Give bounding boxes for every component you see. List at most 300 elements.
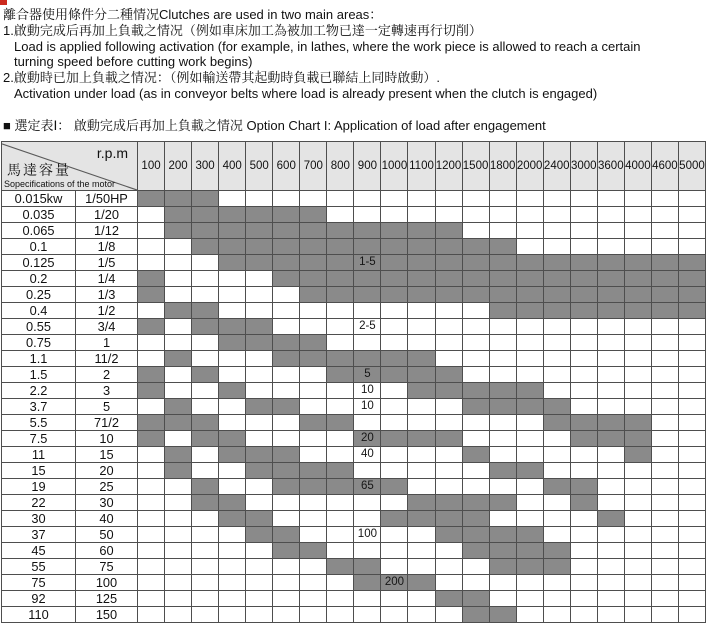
band-cell <box>219 430 246 446</box>
empty-cell <box>462 334 489 350</box>
empty-cell <box>327 430 354 446</box>
band-cell <box>408 254 435 270</box>
band-cell <box>570 430 597 446</box>
band-cell <box>489 238 516 254</box>
empty-cell <box>651 510 678 526</box>
band-cell <box>300 254 327 270</box>
band-cell <box>354 574 381 590</box>
empty-cell <box>651 318 678 334</box>
empty-cell <box>597 494 624 510</box>
empty-cell <box>246 558 273 574</box>
empty-cell <box>570 238 597 254</box>
empty-cell <box>273 606 300 622</box>
table-row <box>2 382 706 398</box>
empty-cell <box>462 206 489 222</box>
band-cell <box>489 558 516 574</box>
empty-cell <box>273 590 300 606</box>
empty-cell <box>678 590 705 606</box>
band-cell <box>273 238 300 254</box>
motor-kw-value: 15 <box>2 462 76 478</box>
band-cell <box>381 270 408 286</box>
empty-cell <box>462 318 489 334</box>
empty-cell <box>192 446 219 462</box>
empty-cell <box>435 558 462 574</box>
table-body <box>2 190 706 622</box>
empty-cell <box>381 414 408 430</box>
empty-cell <box>273 286 300 302</box>
empty-cell <box>678 558 705 574</box>
band-cell <box>300 286 327 302</box>
empty-cell <box>462 366 489 382</box>
empty-cell <box>192 254 219 270</box>
empty-cell <box>327 382 354 398</box>
band-cell <box>462 286 489 302</box>
empty-cell <box>651 350 678 366</box>
band-cell <box>219 222 246 238</box>
band-cell <box>273 206 300 222</box>
band-cell <box>435 366 462 382</box>
empty-cell <box>570 590 597 606</box>
empty-cell <box>624 494 651 510</box>
empty-cell <box>597 590 624 606</box>
empty-cell <box>408 590 435 606</box>
empty-cell <box>381 446 408 462</box>
empty-cell <box>435 302 462 318</box>
empty-cell <box>516 238 543 254</box>
band-cell <box>516 542 543 558</box>
band-cell <box>435 382 462 398</box>
empty-cell <box>273 366 300 382</box>
band-cell <box>165 350 192 366</box>
band-cell <box>489 606 516 622</box>
empty-cell <box>462 462 489 478</box>
empty-cell <box>678 318 705 334</box>
empty-cell <box>327 446 354 462</box>
empty-cell <box>435 318 462 334</box>
empty-cell <box>624 510 651 526</box>
empty-cell <box>516 590 543 606</box>
empty-cell <box>408 190 435 206</box>
empty-cell <box>570 446 597 462</box>
empty-cell <box>327 206 354 222</box>
empty-cell <box>462 414 489 430</box>
empty-cell <box>543 606 570 622</box>
band-cell <box>192 302 219 318</box>
empty-cell <box>138 526 165 542</box>
empty-cell <box>408 318 435 334</box>
band-cell <box>246 398 273 414</box>
empty-cell <box>489 590 516 606</box>
band-cell <box>246 446 273 462</box>
empty-cell <box>138 478 165 494</box>
band-cell <box>489 270 516 286</box>
band-cell <box>597 270 624 286</box>
motor-hp-value: 30 <box>76 494 138 510</box>
band-cell <box>246 318 273 334</box>
band-cell <box>462 510 489 526</box>
empty-cell <box>462 222 489 238</box>
motor-kw-value: 22 <box>2 494 76 510</box>
option-chart-table <box>1 141 706 623</box>
empty-cell <box>516 446 543 462</box>
motor-kw-value: 0.125 <box>2 254 76 270</box>
empty-cell <box>165 366 192 382</box>
empty-cell <box>435 190 462 206</box>
band-cell <box>462 526 489 542</box>
table-row <box>2 398 706 414</box>
empty-cell <box>651 446 678 462</box>
band-cell <box>273 478 300 494</box>
band-cell <box>435 590 462 606</box>
table-row <box>2 270 706 286</box>
band-cell <box>381 350 408 366</box>
empty-cell <box>219 302 246 318</box>
empty-cell <box>624 350 651 366</box>
band-cell <box>327 254 354 270</box>
band-cell <box>327 366 354 382</box>
empty-cell <box>570 222 597 238</box>
band-cell <box>273 398 300 414</box>
band-cell <box>354 350 381 366</box>
motor-kw-value: 0.065 <box>2 222 76 238</box>
empty-cell <box>138 494 165 510</box>
empty-cell <box>678 190 705 206</box>
empty-cell <box>246 542 273 558</box>
empty-cell <box>219 462 246 478</box>
empty-cell <box>516 478 543 494</box>
band-cell <box>597 302 624 318</box>
empty-cell <box>489 366 516 382</box>
empty-cell <box>597 366 624 382</box>
empty-cell <box>273 382 300 398</box>
motor-capacity-label: 馬達容量 <box>7 161 71 178</box>
empty-cell <box>327 334 354 350</box>
empty-cell <box>300 510 327 526</box>
table-row <box>2 590 706 606</box>
empty-cell <box>138 542 165 558</box>
band-cell <box>219 382 246 398</box>
band-cell <box>651 270 678 286</box>
empty-cell <box>273 318 300 334</box>
empty-cell <box>300 606 327 622</box>
band-cell <box>462 254 489 270</box>
empty-cell <box>246 190 273 206</box>
empty-cell <box>624 590 651 606</box>
motor-kw-value: 0.4 <box>2 302 76 318</box>
band-cell <box>219 446 246 462</box>
motor-hp-value: 1/20 <box>76 206 138 222</box>
rpm-column-header: 1200 <box>435 141 462 190</box>
table-row <box>2 494 706 510</box>
empty-cell <box>435 462 462 478</box>
band-cell <box>192 206 219 222</box>
band-cell <box>570 494 597 510</box>
empty-cell <box>462 350 489 366</box>
empty-cell <box>408 526 435 542</box>
band-cell <box>516 462 543 478</box>
motor-hp-value: 1 <box>76 334 138 350</box>
empty-cell <box>516 574 543 590</box>
band-cell <box>462 382 489 398</box>
empty-cell <box>327 494 354 510</box>
rpm-column-header: 300 <box>192 141 219 190</box>
empty-cell <box>624 382 651 398</box>
table-row <box>2 462 706 478</box>
empty-cell <box>651 206 678 222</box>
empty-cell <box>192 462 219 478</box>
band-cell <box>192 494 219 510</box>
empty-cell <box>165 558 192 574</box>
empty-cell <box>516 414 543 430</box>
empty-cell <box>165 606 192 622</box>
empty-cell <box>408 334 435 350</box>
empty-cell <box>381 334 408 350</box>
band-cell <box>327 462 354 478</box>
motor-hp-value: 25 <box>76 478 138 494</box>
empty-cell <box>597 558 624 574</box>
empty-cell <box>165 494 192 510</box>
band-cell <box>273 462 300 478</box>
empty-cell <box>273 558 300 574</box>
band-cell <box>165 190 192 206</box>
table-row <box>2 414 706 430</box>
empty-cell <box>408 542 435 558</box>
empty-cell <box>543 238 570 254</box>
empty-cell <box>543 510 570 526</box>
empty-cell <box>300 382 327 398</box>
band-cell <box>327 286 354 302</box>
empty-cell <box>300 574 327 590</box>
empty-cell <box>516 606 543 622</box>
empty-cell <box>624 398 651 414</box>
band-cell <box>408 494 435 510</box>
empty-cell <box>597 190 624 206</box>
band-cell <box>543 254 570 270</box>
empty-cell <box>462 430 489 446</box>
motor-kw-value: 37 <box>2 526 76 542</box>
empty-cell <box>651 478 678 494</box>
empty-cell <box>300 302 327 318</box>
motor-kw-value: 75 <box>2 574 76 590</box>
motor-hp-value: 100 <box>76 574 138 590</box>
band-cell <box>165 222 192 238</box>
empty-cell <box>597 574 624 590</box>
band-cell <box>462 542 489 558</box>
band-cell <box>300 478 327 494</box>
motor-hp-value: 1/12 <box>76 222 138 238</box>
band-cell <box>597 430 624 446</box>
band-cell <box>381 286 408 302</box>
empty-cell <box>597 606 624 622</box>
table-row <box>2 478 706 494</box>
rpm-column-header: 500 <box>246 141 273 190</box>
empty-cell <box>624 206 651 222</box>
band-cell <box>273 526 300 542</box>
band-cell <box>516 286 543 302</box>
rpm-column-header: 900 <box>354 141 381 190</box>
band-cell <box>327 270 354 286</box>
empty-cell <box>678 414 705 430</box>
motor-hp-value: 1/8 <box>76 238 138 254</box>
band-cell <box>597 286 624 302</box>
motor-hp-value: 11/2 <box>76 350 138 366</box>
band-cell <box>246 206 273 222</box>
band-cell <box>246 462 273 478</box>
empty-cell <box>300 190 327 206</box>
empty-cell <box>408 478 435 494</box>
motor-hp-value: 71/2 <box>76 414 138 430</box>
band-cell <box>192 238 219 254</box>
empty-cell <box>165 430 192 446</box>
empty-cell <box>543 446 570 462</box>
table-row <box>2 238 706 254</box>
chart-title: ■ 選定表Ⅰ： 啟動完成后再加上負載之情况 Option Chart I: Application of load after engagement <box>3 117 546 133</box>
empty-cell <box>219 558 246 574</box>
motor-kw-value: 19 <box>2 478 76 494</box>
empty-cell <box>651 366 678 382</box>
motor-kw-value: 55 <box>2 558 76 574</box>
motor-kw-value: 5.5 <box>2 414 76 430</box>
motor-hp-value: 10 <box>76 430 138 446</box>
intro-line-5: 2.啟動時已加上負載之情况：（例如輸送帶其起動時負載已聯結上同時啟動）. <box>3 70 440 86</box>
empty-cell <box>678 574 705 590</box>
empty-cell <box>273 302 300 318</box>
rpm-column-header: 200 <box>165 141 192 190</box>
empty-cell <box>327 590 354 606</box>
empty-cell <box>408 398 435 414</box>
empty-cell <box>516 190 543 206</box>
empty-cell <box>678 446 705 462</box>
band-cell <box>354 222 381 238</box>
band-cell <box>462 238 489 254</box>
band-cell <box>408 238 435 254</box>
empty-cell <box>435 542 462 558</box>
empty-cell <box>219 574 246 590</box>
band-cell <box>651 254 678 270</box>
empty-cell <box>165 542 192 558</box>
band-cell <box>516 302 543 318</box>
empty-cell <box>354 494 381 510</box>
motor-kw-value: 110 <box>2 606 76 622</box>
band-cell <box>408 366 435 382</box>
table-row <box>2 254 706 270</box>
band-cell <box>381 510 408 526</box>
band-cell <box>435 510 462 526</box>
motor-hp-value: 1/3 <box>76 286 138 302</box>
empty-cell <box>516 350 543 366</box>
empty-cell <box>165 590 192 606</box>
empty-cell <box>192 526 219 542</box>
clutch-model-label: 10 <box>354 398 381 414</box>
table-row <box>2 318 706 334</box>
empty-cell <box>516 222 543 238</box>
band-cell <box>678 254 705 270</box>
band-cell <box>165 302 192 318</box>
band-cell <box>516 270 543 286</box>
band-cell <box>570 302 597 318</box>
motor-hp-value: 75 <box>76 558 138 574</box>
empty-cell <box>327 318 354 334</box>
empty-cell <box>165 574 192 590</box>
band-cell <box>354 270 381 286</box>
empty-cell <box>489 350 516 366</box>
band-cell <box>165 462 192 478</box>
empty-cell <box>597 462 624 478</box>
empty-cell <box>570 366 597 382</box>
motor-hp-value: 150 <box>76 606 138 622</box>
empty-cell <box>651 494 678 510</box>
band-cell <box>246 334 273 350</box>
empty-cell <box>624 238 651 254</box>
band-cell <box>192 430 219 446</box>
empty-cell <box>165 478 192 494</box>
empty-cell <box>543 318 570 334</box>
rpm-column-header: 1100 <box>408 141 435 190</box>
empty-cell <box>651 574 678 590</box>
empty-cell <box>192 574 219 590</box>
motor-kw-value: 2.2 <box>2 382 76 398</box>
empty-cell <box>570 510 597 526</box>
motor-kw-value: 0.015kw <box>2 190 76 206</box>
motor-hp-value: 5 <box>76 398 138 414</box>
empty-cell <box>165 334 192 350</box>
motor-kw-value: 0.55 <box>2 318 76 334</box>
band-cell <box>138 430 165 446</box>
table-row <box>2 334 706 350</box>
empty-cell <box>381 590 408 606</box>
empty-cell <box>597 446 624 462</box>
motor-kw-value: 0.1 <box>2 238 76 254</box>
band-cell <box>678 270 705 286</box>
empty-cell <box>570 206 597 222</box>
band-cell <box>489 526 516 542</box>
empty-cell <box>543 430 570 446</box>
clutch-model-label: 40 <box>354 446 381 462</box>
empty-cell <box>543 382 570 398</box>
band-cell <box>435 430 462 446</box>
band-cell <box>543 558 570 574</box>
empty-cell <box>138 510 165 526</box>
empty-cell <box>246 574 273 590</box>
band-cell <box>435 494 462 510</box>
empty-cell <box>489 222 516 238</box>
empty-cell <box>408 462 435 478</box>
table-corner-header <box>2 141 138 190</box>
table-row <box>2 190 706 206</box>
empty-cell <box>192 542 219 558</box>
band-cell <box>678 286 705 302</box>
table-row <box>2 430 706 446</box>
band-cell <box>138 366 165 382</box>
band-cell <box>543 542 570 558</box>
band-cell <box>273 254 300 270</box>
band-cell <box>381 478 408 494</box>
empty-cell <box>543 366 570 382</box>
band-cell <box>273 222 300 238</box>
empty-cell <box>192 558 219 574</box>
band-cell <box>327 238 354 254</box>
empty-cell <box>327 526 354 542</box>
table-row <box>2 558 706 574</box>
band-cell <box>624 302 651 318</box>
empty-cell <box>192 334 219 350</box>
empty-cell <box>219 286 246 302</box>
band-cell <box>192 222 219 238</box>
intro-line-2: 1.啟動完成后再加上負載之情况（例如車床加工為被加工物已達一定轉速再行切削） <box>3 22 482 38</box>
empty-cell <box>678 206 705 222</box>
band-cell <box>597 414 624 430</box>
band-cell <box>462 270 489 286</box>
